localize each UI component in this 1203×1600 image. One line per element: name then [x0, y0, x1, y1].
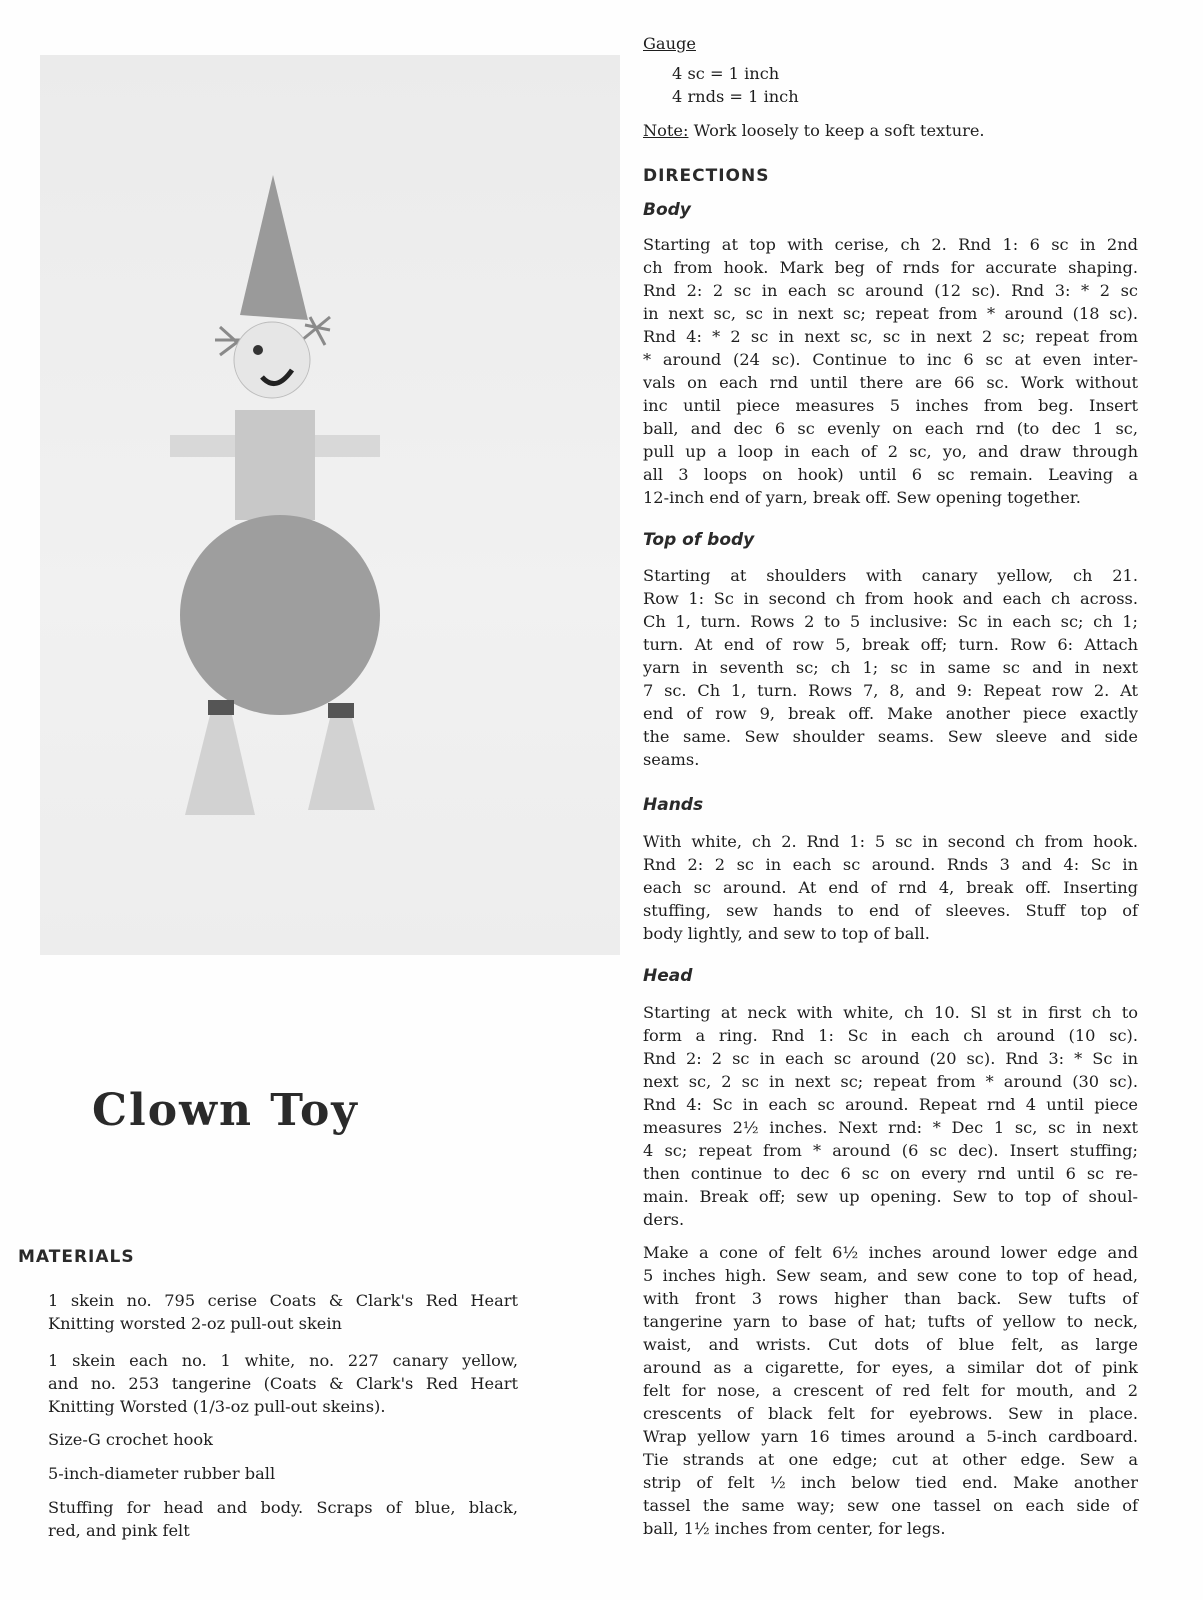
text-line: turn. At end of row 5, break off; turn. Row 6: Attach	[643, 635, 1138, 654]
body-paragraph	[643, 233, 1138, 509]
materials-item	[48, 1462, 518, 1485]
note-label: Note:	[643, 121, 689, 140]
clown-illustration	[40, 55, 620, 955]
text-line: Starting at top with cerise, ch 2. Rnd 1: 6 sc in 2nd	[643, 235, 1138, 254]
gauge-line: 4 rnds = 1 inch	[672, 87, 799, 106]
clown-ball-body	[180, 515, 380, 715]
top-of-body-paragraph	[643, 564, 1138, 771]
text-line: pull up a loop in each of 2 sc, yo, and draw through	[643, 442, 1138, 461]
text-line: Knitting Worsted (1/3-oz pull-out skeins).	[48, 1397, 386, 1416]
text-line: then continue to dec 6 sc on every rnd until 6 sc re-	[643, 1164, 1138, 1183]
text-line: Rnd 4: * 2 sc in next sc, sc in next 2 sc; repeat from	[643, 327, 1138, 346]
text-line: Rnd 2: 2 sc in each sc around (12 sc). Rnd 3: * 2 sc	[643, 281, 1138, 300]
note-text: Work loosely to keep a soft texture.	[693, 121, 985, 140]
section-title-hands: Hands	[643, 795, 704, 815]
text-line: in next sc, sc in next sc; repeat from * around (18 sc).	[643, 304, 1138, 323]
section-title-head: Head	[643, 966, 693, 986]
text-line: ders.	[643, 1210, 685, 1229]
text-line: end of row 9, break off. Make another piece exactly	[643, 704, 1138, 723]
clown-head	[234, 322, 310, 398]
text-line: ball, and dec 6 sc evenly on each rnd (to dec 1 sc,	[643, 419, 1138, 438]
text-line: vals on each rnd until there are 66 sc. Work without	[643, 373, 1138, 392]
text-line: Row 1: Sc in second ch from hook and each ch across.	[643, 589, 1138, 608]
text-line: Size-G crochet hook	[48, 1430, 213, 1449]
clown-hat	[240, 175, 308, 320]
text-line: each sc around. At end of rnd 4, break off. Inserting	[643, 878, 1138, 897]
text-line: Stuffing for head and body. Scraps of blue, black,	[48, 1498, 518, 1517]
gauge-line: 4 sc = 1 inch	[672, 64, 780, 83]
text-line: Ch 1, turn. Rows 2 to 5 inclusive: Sc in each sc; ch 1;	[643, 612, 1138, 631]
text-line: stuffing, sew hands to end of sleeves. Stuff top of	[643, 901, 1138, 920]
text-line: seams.	[643, 750, 700, 769]
text-line: 1 skein no. 795 cerise Coats & Clark's Red Heart	[48, 1291, 518, 1310]
text-line: ball, 1½ inches from center, for legs.	[643, 1519, 946, 1538]
text-line: yarn in seventh sc; ch 1; sc in same sc and in next	[643, 658, 1138, 677]
text-line: strip of felt ½ inch below tied end. Make another	[643, 1473, 1138, 1492]
text-line: 1 skein each no. 1 white, no. 227 canary yellow,	[48, 1351, 518, 1370]
text-line: with front 3 rows higher than back. Sew tufts of	[643, 1289, 1138, 1308]
text-line: Tie strands at one edge; cut at other edge. Sew a	[643, 1450, 1138, 1469]
text-line: main. Break off; sew up opening. Sew to top of shoul-	[643, 1187, 1138, 1206]
clown-toy-photo	[40, 55, 620, 955]
text-line: 5 inches high. Sew seam, and sew cone to top of head,	[643, 1266, 1138, 1285]
clown-eye	[253, 345, 263, 355]
materials-item	[48, 1289, 518, 1335]
text-line: Rnd 2: 2 sc in each sc around. Rnds 3 and 4: Sc in	[643, 855, 1138, 874]
text-line: Starting at shoulders with canary yellow, ch 21.	[643, 566, 1138, 585]
text-line: measures 2½ inches. Next rnd: * Dec 1 sc, sc in next	[643, 1118, 1138, 1137]
text-line: tangerine yarn to base of hat; tufts of yellow to neck,	[643, 1312, 1138, 1331]
text-line: and no. 253 tangerine (Coats & Clark's Red Heart	[48, 1374, 518, 1393]
gauge-heading: Gauge	[643, 34, 696, 53]
text-line: Starting at neck with white, ch 10. Sl st in first ch to	[643, 1003, 1138, 1022]
text-line: felt for nose, a crescent of red felt for mouth, and 2	[643, 1381, 1138, 1400]
text-line: all 3 loops on hook) until 6 sc remain. Leaving a	[643, 465, 1138, 484]
text-line: ch from hook. Mark beg of rnds for accurate shaping.	[643, 258, 1138, 277]
text-line: crescents of black felt for eyebrows. Sew in place.	[643, 1404, 1138, 1423]
text-line: red, and pink felt	[48, 1521, 190, 1540]
text-line: Rnd 2: 2 sc in each sc around (20 sc). Rnd 3: * Sc in	[643, 1049, 1138, 1068]
section-title-body: Body	[643, 200, 691, 220]
clown-top	[235, 410, 315, 520]
head-paragraph	[643, 1001, 1138, 1231]
materials-item	[48, 1349, 518, 1418]
text-line: 5-inch-diameter rubber ball	[48, 1464, 276, 1483]
section-title-top-of-body: Top of body	[643, 530, 755, 550]
directions-heading: DIRECTIONS	[643, 166, 770, 186]
text-line: Wrap yellow yarn 16 times around a 5-inch cardboard.	[643, 1427, 1138, 1446]
text-line: the same. Sew shoulder seams. Sew sleeve and side	[643, 727, 1138, 746]
leg-band	[208, 700, 234, 715]
page-title: Clown Toy	[92, 1085, 359, 1136]
leg-band	[328, 703, 354, 718]
materials-heading: MATERIALS	[18, 1247, 135, 1267]
text-line: tassel the same way; sew one tassel on each side of	[643, 1496, 1138, 1515]
text-line: form a ring. Rnd 1: Sc in each ch around (10 sc).	[643, 1026, 1138, 1045]
note	[643, 119, 985, 142]
text-line: waist, and wrists. Cut dots of blue felt, as large	[643, 1335, 1138, 1354]
finishing-paragraph	[643, 1241, 1138, 1540]
text-line: 7 sc. Ch 1, turn. Rows 7, 8, and 9: Repeat row 2. At	[643, 681, 1138, 700]
hands-paragraph	[643, 830, 1138, 945]
text-line: With white, ch 2. Rnd 1: 5 sc in second ch from hook.	[643, 832, 1138, 851]
text-line: Rnd 4: Sc in each sc around. Repeat rnd 4 until piece	[643, 1095, 1138, 1114]
text-line: Make a cone of felt 6½ inches around lower edge and	[643, 1243, 1138, 1262]
tassel-leg	[308, 718, 375, 810]
text-line: 4 sc; repeat from * around (6 sc dec). Insert stuffing;	[643, 1141, 1138, 1160]
text-line: * around (24 sc). Continue to inc 6 sc at even inter-	[643, 350, 1138, 369]
text-line: inc until piece measures 5 inches from beg. Insert	[643, 396, 1138, 415]
text-line: 12-inch end of yarn, break off. Sew opening together.	[643, 488, 1081, 507]
text-line: around as a cigarette, for eyes, a similar dot of pink	[643, 1358, 1138, 1377]
text-line: body lightly, and sew to top of ball.	[643, 924, 930, 943]
materials-item	[48, 1428, 518, 1451]
materials-item	[48, 1496, 518, 1542]
text-line: next sc, 2 sc in next sc; repeat from * around (30 sc).	[643, 1072, 1138, 1091]
text-line: Knitting worsted 2-oz pull-out skein	[48, 1314, 342, 1333]
tassel-leg	[185, 715, 255, 815]
